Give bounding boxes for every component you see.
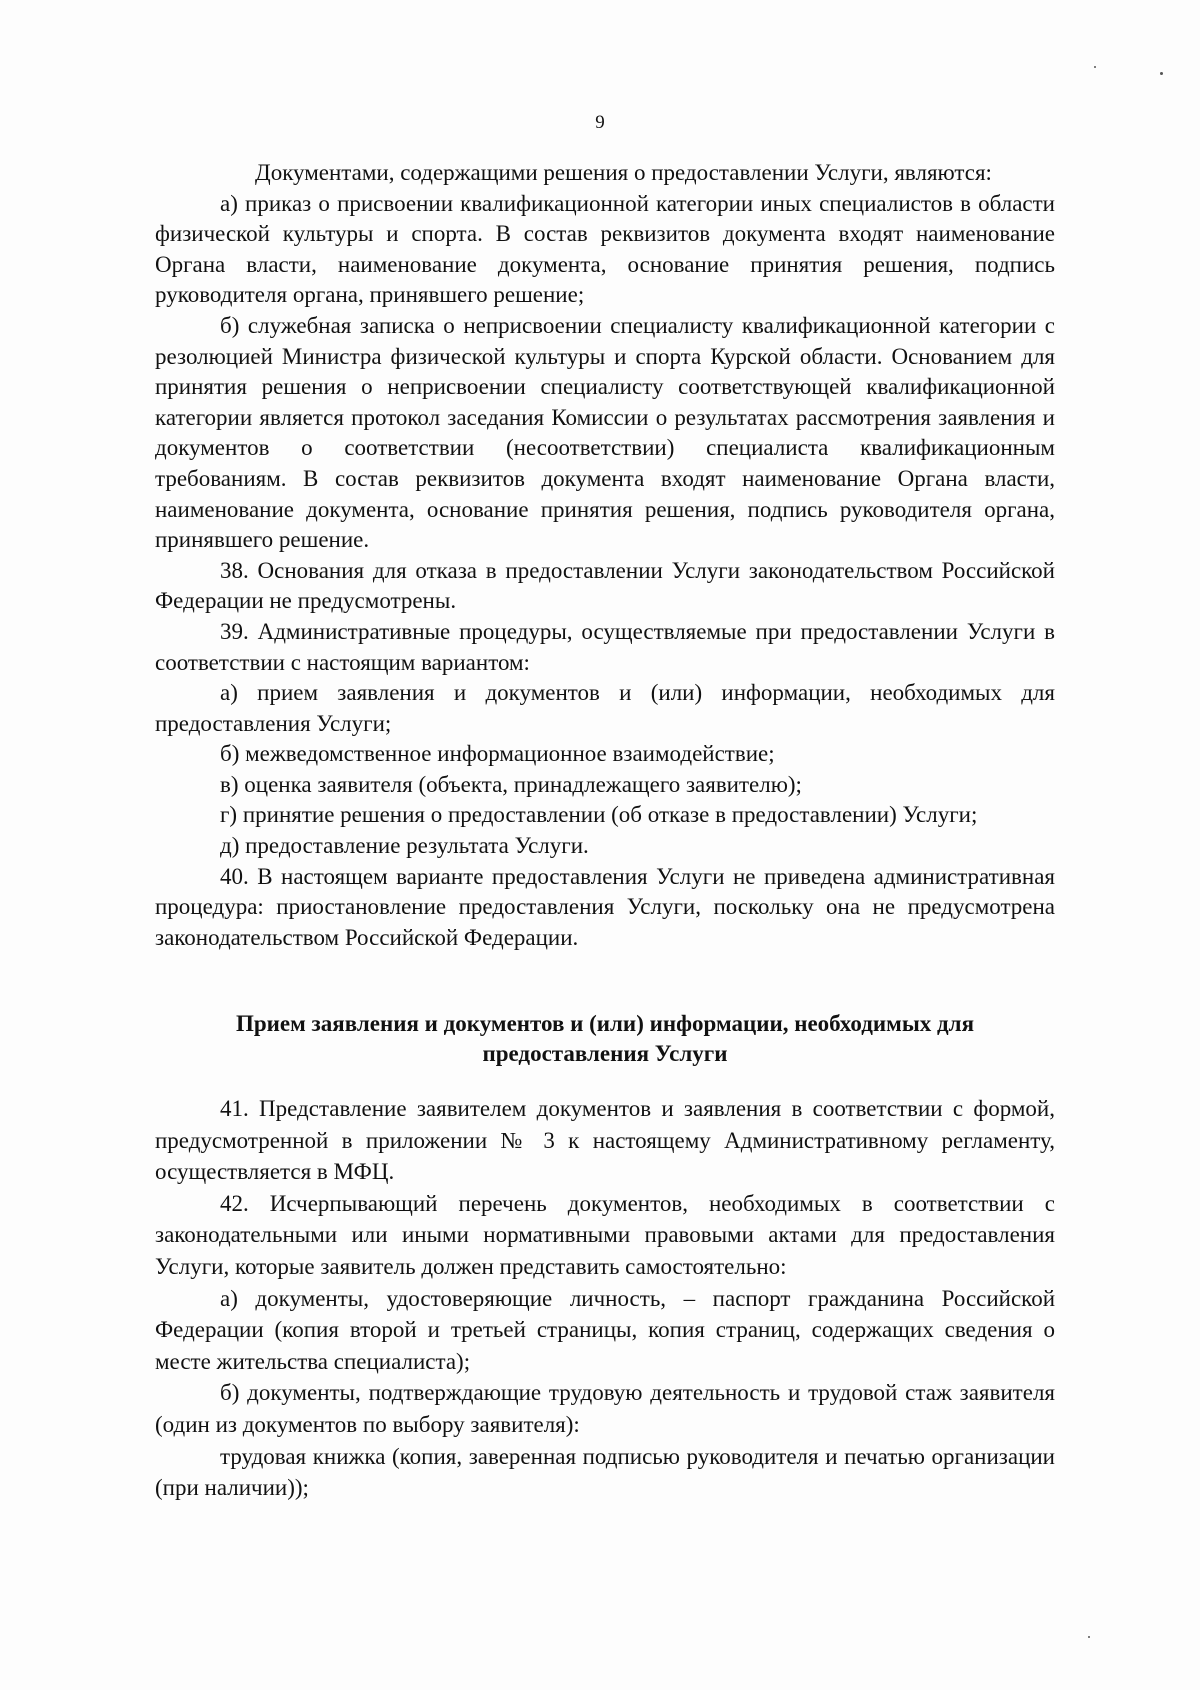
paragraph-decisions-intro: Документами, содержащими решения о предоставлении Услуги, являются: xyxy=(255,160,992,185)
scan-speck xyxy=(1088,1636,1090,1638)
paragraph-42-b: б) документы, подтверждающие трудовую деятельность и трудовой стаж заявителя (один из документов по выбору заявителя): xyxy=(155,1380,1055,1437)
paragraph-item-b-memo: б) служебная записка о неприсвоении специалисту квалификационной категории с резолюцией Министра физической культуры и спорта Курской области. Основанием для принятия решения о неприсвоении специалисту соответствующей квалификационной категории является протокол заседания Комиссии о результатах рассмотрения заявления и документов о соответствии (несоответствии) специалиста квалификационным требованиям. В состав реквизитов документа входят наименование Органа власти, наименование документа, основание принятия решения, подпись руководителя органа, принявшего решение. xyxy=(155,312,1055,553)
paragraph-41: 41. Представление заявителем документов и заявления в соответствии с формой, предусмотренной в приложении № 3 к настоящему Административному регламенту, осуществляется в МФЦ. xyxy=(155,1096,1055,1185)
scan-speck xyxy=(1160,72,1163,75)
body-text-bottom xyxy=(155,1093,1055,1504)
paragraph-39-v: в) оценка заявителя (объекта, принадлежащего заявителю); xyxy=(220,771,802,797)
paragraph-39-a: а) прием заявления и документов и (или) информации, необходимых для предоставления Услуги; xyxy=(155,680,1055,736)
paragraph-38: 38. Основания для отказа в предоставлении Услуги законодательством Российской Федерации не предусмотрены. xyxy=(155,557,1055,614)
scan-speck xyxy=(1094,66,1096,68)
paragraph-39-g: г) принятие решения о предоставлении (об отказе в предоставлении) Услуги; xyxy=(220,802,978,828)
paragraph-42: 42. Исчерпывающий перечень документов, необходимых в соответствии с законодательными или иными нормативными правовыми актами для предоставления Услуги, которые заявитель должен представить самостоятельно: xyxy=(155,1190,1055,1279)
body-text-top xyxy=(155,158,1055,953)
paragraph-39-d: д) предоставление результата Услуги. xyxy=(220,833,589,859)
paragraph-39: 39. Административные процедуры, осуществляемые при предоставлении Услуги в соответствии с настоящим вариантом: xyxy=(155,618,1055,675)
page-number: 9 xyxy=(595,112,605,133)
paragraph-39-b: б) межведомственное информационное взаимодействие; xyxy=(220,741,775,767)
paragraph-item-a-order: а) приказ о присвоении квалификационной категории иных специалистов в области физической культуры и спорта. В состав реквизитов документа входят наименование Органа власти, наименование документа, основание принятия решения, подпись руководителя органа, принявшего решение; xyxy=(155,190,1055,308)
paragraph-42-a: а) документы, удостоверяющие личность, – паспорт гражданина Российской Федерации (копия второй и третьей страницы, копия страниц, содержащих сведения о месте жительства специалиста); xyxy=(155,1285,1055,1374)
paragraph-42-b-workbook: трудовая книжка (копия, заверенная подписью руководителя и печатью организации (при наличии)); xyxy=(155,1443,1055,1501)
section-heading: Прием заявления и документов и (или) информации, необходимых для предоставления Услуги xyxy=(235,1011,975,1066)
paragraph-40: 40. В настоящем варианте предоставления Услуги не приведена административная процедура: приостановление предоставления Услуги, поскольку она не предусмотрена законодательством Российской Федерации. xyxy=(155,863,1055,950)
